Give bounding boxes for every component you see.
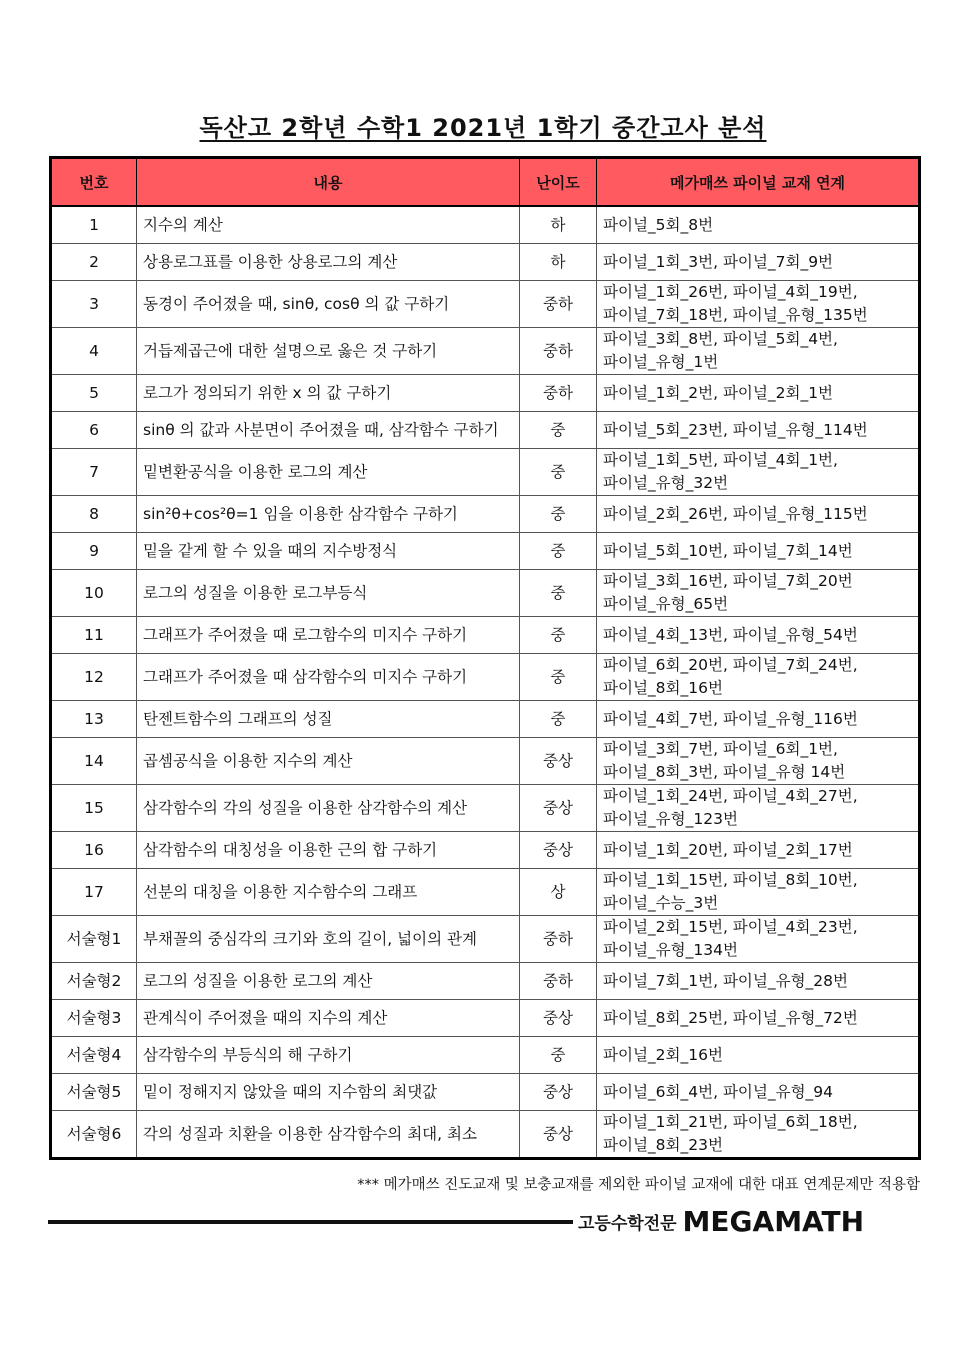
- row-number: 1: [51, 206, 137, 244]
- row-difficulty: 중하: [520, 328, 597, 375]
- link-line-1: 파이널_1회_20번, 파이널_2회_17번: [603, 840, 853, 859]
- link-line-1: 파이널_2회_26번, 파이널_유형_115번: [603, 504, 868, 523]
- row-difficulty: 중: [520, 1037, 597, 1074]
- link-line-1: 파이널_1회_24번, 파이널_4회_27번,: [603, 787, 858, 805]
- link-line-2: 파이널_유형_134번: [603, 941, 738, 959]
- row-content: 상용로그표를 이용한 상용로그의 계산: [137, 244, 520, 281]
- row-content: sin²θ+cos²θ=1 임을 이용한 삼각함수 구하기: [137, 496, 520, 533]
- row-textbook-link: [597, 328, 920, 375]
- row-textbook-link: [597, 1037, 920, 1074]
- brand-logo-block: [578, 1206, 864, 1236]
- row-number: 서술형2: [51, 963, 137, 1000]
- row-textbook-link: [597, 533, 920, 570]
- link-line-1: 파이널_4회_7번, 파이널_유형_116번: [603, 709, 858, 728]
- brand-subtitle: 고등수학전문: [578, 1213, 677, 1234]
- table-row: [51, 206, 920, 244]
- row-content: 곱셈공식을 이용한 지수의 계산: [137, 738, 520, 785]
- link-line-1: 파이널_1회_2번, 파이널_2회_1번: [603, 383, 834, 402]
- row-difficulty: 중: [520, 570, 597, 617]
- link-line-2: 파이널_8회_16번: [603, 679, 723, 697]
- row-number: 서술형4: [51, 1037, 137, 1074]
- header-number: 번호: [51, 158, 137, 207]
- row-difficulty: 중하: [520, 963, 597, 1000]
- row-textbook-link: [597, 206, 920, 244]
- row-number: 7: [51, 449, 137, 496]
- row-number: 11: [51, 617, 137, 654]
- table-row: [51, 832, 920, 869]
- link-line-1: 파이널_8회_25번, 파이널_유형_72번: [603, 1008, 858, 1027]
- row-textbook-link: [597, 570, 920, 617]
- row-difficulty: 중상: [520, 785, 597, 832]
- table-row: [51, 1000, 920, 1037]
- row-textbook-link: [597, 281, 920, 328]
- link-line-1: 파이널_2회_16번: [603, 1045, 723, 1064]
- row-textbook-link: [597, 617, 920, 654]
- link-line-1: 파이널_1회_15번, 파이널_8회_10번,: [603, 871, 858, 889]
- link-line-2: 파이널_8회_23번: [603, 1136, 723, 1154]
- row-content: 밑을 같게 할 수 있을 때의 지수방정식: [137, 533, 520, 570]
- table-row: [51, 869, 920, 916]
- row-difficulty: 중하: [520, 281, 597, 328]
- link-line-1: 파이널_5회_23번, 파이널_유형_114번: [603, 420, 868, 439]
- row-difficulty: 중상: [520, 738, 597, 785]
- row-textbook-link: [597, 412, 920, 449]
- link-line-2: 파이널_8회_3번, 파이널_유형 14번: [603, 763, 846, 781]
- table-row: [51, 963, 920, 1000]
- row-number: 10: [51, 570, 137, 617]
- link-line-1: 파이널_1회_26번, 파이널_4회_19번,: [603, 283, 858, 301]
- row-content: 선분의 대칭을 이용한 지수함수의 그래프: [137, 869, 520, 916]
- table-row: [51, 244, 920, 281]
- link-line-1: 파이널_1회_3번, 파이널_7회_9번: [603, 252, 834, 271]
- row-textbook-link: [597, 496, 920, 533]
- page-title: 독산고 2학년 수학1 2021년 1학기 중간고사 분석: [199, 114, 767, 142]
- link-line-1: 파이널_1회_5번, 파이널_4회_1번,: [603, 451, 838, 469]
- table-row: [51, 1037, 920, 1074]
- row-number: 15: [51, 785, 137, 832]
- table-row: [51, 785, 920, 832]
- row-number: 16: [51, 832, 137, 869]
- row-textbook-link: [597, 1111, 920, 1159]
- row-content: sinθ 의 값과 사분면이 주어졌을 때, 삼각함수 구하기: [137, 412, 520, 449]
- row-content: 로그의 성질을 이용한 로그부등식: [137, 570, 520, 617]
- row-content: 부채꼴의 중심각의 크기와 호의 길이, 넓이의 관계: [137, 916, 520, 963]
- analysis-table: [49, 156, 921, 1160]
- link-line-1: 파이널_5회_10번, 파이널_7회_14번: [603, 541, 853, 560]
- table-row: [51, 654, 920, 701]
- row-textbook-link: [597, 963, 920, 1000]
- row-difficulty: 상: [520, 869, 597, 916]
- row-textbook-link: [597, 1000, 920, 1037]
- row-content: 그래프가 주어졌을 때 로그함수의 미지수 구하기: [137, 617, 520, 654]
- link-line-1: 파이널_5회_8번: [603, 215, 714, 234]
- row-difficulty: 중상: [520, 1000, 597, 1037]
- table-body: [51, 206, 920, 1159]
- row-difficulty: 하: [520, 206, 597, 244]
- brand-divider: [48, 1220, 573, 1224]
- link-line-2: 파이널_유형_1번: [603, 353, 719, 371]
- row-difficulty: 중: [520, 654, 597, 701]
- header-difficulty: 난이도: [520, 158, 597, 207]
- row-content: 지수의 계산: [137, 206, 520, 244]
- link-line-2: 파이널_7회_18번, 파이널_유형_135번: [603, 306, 868, 324]
- row-content: 로그의 성질을 이용한 로그의 계산: [137, 963, 520, 1000]
- table-row: [51, 449, 920, 496]
- row-number: 13: [51, 701, 137, 738]
- row-textbook-link: [597, 375, 920, 412]
- row-content: 동경이 주어졌을 때, sinθ, cosθ 의 값 구하기: [137, 281, 520, 328]
- row-textbook-link: [597, 785, 920, 832]
- row-difficulty: 중하: [520, 916, 597, 963]
- row-number: 12: [51, 654, 137, 701]
- link-line-1: 파이널_7회_1번, 파이널_유형_28번: [603, 971, 849, 990]
- table-row: [51, 1074, 920, 1111]
- row-difficulty: 중: [520, 701, 597, 738]
- table-row: [51, 617, 920, 654]
- megamath-logo: MEGAMATH: [682, 1204, 865, 1238]
- link-line-1: 파이널_6회_20번, 파이널_7회_24번,: [603, 656, 858, 674]
- row-number: 8: [51, 496, 137, 533]
- row-difficulty: 중: [520, 449, 597, 496]
- table-row: [51, 570, 920, 617]
- row-difficulty: 중: [520, 617, 597, 654]
- row-number: 5: [51, 375, 137, 412]
- table-row: [51, 412, 920, 449]
- row-content: 삼각함수의 부등식의 해 구하기: [137, 1037, 520, 1074]
- row-number: 서술형1: [51, 916, 137, 963]
- row-content: 삼각함수의 각의 성질을 이용한 삼각함수의 계산: [137, 785, 520, 832]
- row-number: 9: [51, 533, 137, 570]
- link-line-1: 파이널_3회_16번, 파이널_7회_20번: [603, 572, 853, 590]
- row-number: 서술형3: [51, 1000, 137, 1037]
- row-number: 6: [51, 412, 137, 449]
- table-header-row: [51, 158, 920, 207]
- row-content: 각의 성질과 치환을 이용한 삼각함수의 최대, 최소: [137, 1111, 520, 1159]
- link-line-2: 파이널_유형_65번: [603, 595, 729, 613]
- row-number: 서술형5: [51, 1074, 137, 1111]
- row-number: 3: [51, 281, 137, 328]
- link-line-1: 파이널_2회_15번, 파이널_4회_23번,: [603, 918, 858, 936]
- row-content: 밑이 정해지지 않았을 때의 지수함의 최댓값: [137, 1074, 520, 1111]
- header-textbook-link: 메가매쓰 파이널 교재 연계: [597, 158, 920, 207]
- link-line-2: 파이널_유형_123번: [603, 810, 738, 828]
- table-row: [51, 533, 920, 570]
- row-content: 그래프가 주어졌을 때 삼각함수의 미지수 구하기: [137, 654, 520, 701]
- row-number: 17: [51, 869, 137, 916]
- row-textbook-link: [597, 701, 920, 738]
- row-difficulty: 하: [520, 244, 597, 281]
- row-textbook-link: [597, 654, 920, 701]
- table-row: [51, 375, 920, 412]
- row-difficulty: 중상: [520, 1074, 597, 1111]
- table-row: [51, 701, 920, 738]
- row-textbook-link: [597, 916, 920, 963]
- row-number: 14: [51, 738, 137, 785]
- row-difficulty: 중: [520, 533, 597, 570]
- row-difficulty: 중: [520, 412, 597, 449]
- table-row: [51, 738, 920, 785]
- row-difficulty: 중: [520, 496, 597, 533]
- header-content: 내용: [137, 158, 520, 207]
- row-number: 2: [51, 244, 137, 281]
- row-textbook-link: [597, 869, 920, 916]
- row-difficulty: 중상: [520, 1111, 597, 1159]
- row-content: 삼각함수의 대칭성을 이용한 근의 합 구하기: [137, 832, 520, 869]
- row-textbook-link: [597, 244, 920, 281]
- footnote: *** 메가매쓰 진도교재 및 보충교재를 제외한 파이널 교재에 대한 대표 연계문제만 적용함: [357, 1177, 920, 1193]
- row-content: 거듭제곱근에 대한 설명으로 옳은 것 구하기: [137, 328, 520, 375]
- table-row: [51, 1111, 920, 1159]
- table-row: [51, 496, 920, 533]
- link-line-2: 파이널_유형_32번: [603, 474, 729, 492]
- row-textbook-link: [597, 449, 920, 496]
- row-content: 로그가 정의되기 위한 x 의 값 구하기: [137, 375, 520, 412]
- link-line-1: 파이널_6회_4번, 파이널_유형_94: [603, 1082, 834, 1101]
- row-textbook-link: [597, 832, 920, 869]
- table-row: [51, 281, 920, 328]
- link-line-2: 파이널_수능_3번: [603, 894, 719, 912]
- table-row: [51, 916, 920, 963]
- link-line-1: 파이널_1회_21번, 파이널_6회_18번,: [603, 1113, 858, 1131]
- row-content: 탄젠트함수의 그래프의 성질: [137, 701, 520, 738]
- link-line-1: 파이널_4회_13번, 파이널_유형_54번: [603, 625, 858, 644]
- table-row: [51, 328, 920, 375]
- row-content: 밑변환공식을 이용한 로그의 계산: [137, 449, 520, 496]
- row-content: 관계식이 주어졌을 때의 지수의 계산: [137, 1000, 520, 1037]
- row-number: 4: [51, 328, 137, 375]
- row-difficulty: 중상: [520, 832, 597, 869]
- row-textbook-link: [597, 738, 920, 785]
- link-line-1: 파이널_3회_8번, 파이널_5회_4번,: [603, 330, 838, 348]
- link-line-1: 파이널_3회_7번, 파이널_6회_1번,: [603, 740, 838, 758]
- row-number: 서술형6: [51, 1111, 137, 1159]
- row-textbook-link: [597, 1074, 920, 1111]
- row-difficulty: 중하: [520, 375, 597, 412]
